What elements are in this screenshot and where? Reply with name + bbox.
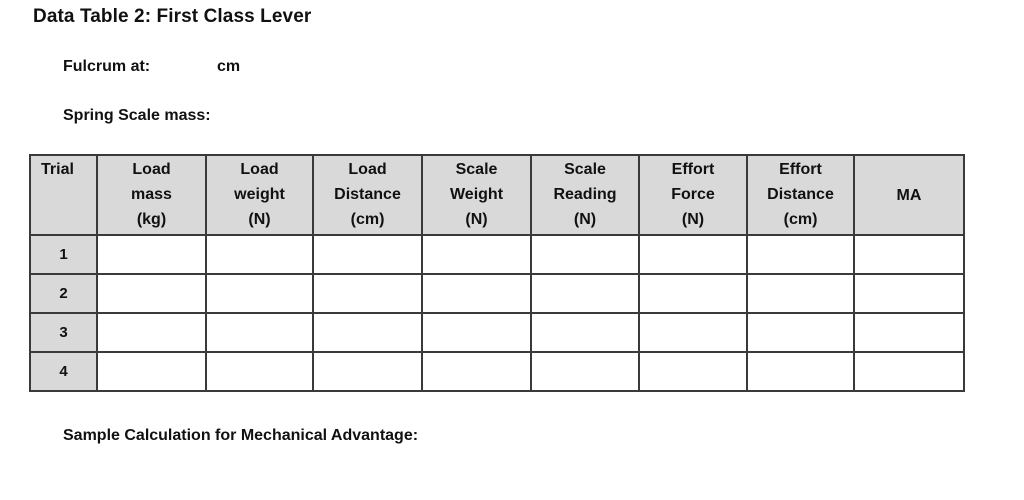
table-cell[interactable]	[854, 274, 964, 313]
header-line: Load	[240, 161, 279, 178]
header-load-distance	[313, 155, 422, 235]
fulcrum-unit: cm	[217, 58, 241, 75]
table-cell[interactable]	[97, 274, 206, 313]
header-line: (N)	[248, 211, 271, 228]
header-line: (kg)	[136, 211, 167, 228]
table-header-row	[30, 155, 964, 235]
header-line: (cm)	[350, 211, 385, 228]
header-trial	[30, 155, 97, 235]
table-cell[interactable]	[854, 313, 964, 352]
table-cell[interactable]	[206, 235, 313, 274]
header-line: Reading	[553, 186, 617, 203]
sample-calculation-label: Sample Calculation for Mechanical Advantage:	[63, 427, 419, 444]
table-cell[interactable]	[854, 352, 964, 391]
header-line: Effort	[779, 161, 822, 178]
table-cell[interactable]	[531, 274, 639, 313]
spring-scale-mass-label: Spring Scale mass:	[63, 107, 211, 124]
table-cell[interactable]	[206, 313, 313, 352]
table-row	[30, 313, 964, 352]
table-cell[interactable]	[422, 313, 531, 352]
header-line: weight	[234, 186, 285, 203]
table-cell[interactable]	[97, 352, 206, 391]
header-line: Weight	[449, 186, 504, 203]
header-line: Force	[671, 186, 715, 203]
header-line: Distance	[334, 186, 401, 203]
trial-number: 3	[30, 313, 97, 352]
header-line: Load	[348, 161, 387, 178]
header-line: (cm)	[783, 211, 818, 228]
table-cell[interactable]	[639, 352, 747, 391]
header-line: (N)	[681, 211, 705, 228]
header-line: MA	[896, 186, 922, 204]
trial-number: 1	[30, 235, 97, 274]
table-cell[interactable]	[313, 274, 422, 313]
header-scale-weight	[422, 155, 531, 235]
header-line: mass	[131, 186, 172, 203]
table-cell[interactable]	[639, 235, 747, 274]
table-cell[interactable]	[531, 235, 639, 274]
table-row	[30, 352, 964, 391]
header-load-weight	[206, 155, 313, 235]
table-cell[interactable]	[854, 235, 964, 274]
table-cell[interactable]	[531, 352, 639, 391]
table-cell[interactable]	[206, 274, 313, 313]
table-cell[interactable]	[422, 274, 531, 313]
table-cell[interactable]	[97, 235, 206, 274]
header-line: Distance	[767, 186, 834, 203]
header-line: Scale	[564, 161, 606, 178]
table-cell[interactable]	[531, 313, 639, 352]
table-cell[interactable]	[422, 352, 531, 391]
trial-number: 4	[30, 352, 97, 391]
table-cell[interactable]	[747, 235, 854, 274]
header-line: Load	[132, 161, 171, 178]
header-line: Effort	[671, 161, 715, 178]
table-cell[interactable]	[313, 235, 422, 274]
header-line: (N)	[465, 211, 488, 228]
table-cell[interactable]	[639, 313, 747, 352]
table-cell[interactable]	[747, 313, 854, 352]
table-cell[interactable]	[313, 352, 422, 391]
table-cell[interactable]	[639, 274, 747, 313]
table-cell[interactable]	[97, 313, 206, 352]
data-table	[29, 154, 965, 392]
table-cell[interactable]	[747, 274, 854, 313]
fulcrum-label: Fulcrum at:	[63, 58, 151, 75]
trial-number: 2	[30, 274, 97, 313]
header-effort-distance	[747, 155, 854, 235]
header-line: Scale	[455, 161, 498, 178]
header-ma	[854, 155, 964, 235]
header-effort-force	[639, 155, 747, 235]
table-cell[interactable]	[422, 235, 531, 274]
header-line: (N)	[573, 211, 597, 228]
header-scale-reading	[531, 155, 639, 235]
header-trial-text: Trial	[41, 161, 74, 178]
table-row	[30, 235, 964, 274]
table-cell[interactable]	[313, 313, 422, 352]
header-load-mass	[97, 155, 206, 235]
page-title: Data Table 2: First Class Lever	[33, 6, 312, 27]
table-cell[interactable]	[206, 352, 313, 391]
table-cell[interactable]	[747, 352, 854, 391]
table-row	[30, 274, 964, 313]
